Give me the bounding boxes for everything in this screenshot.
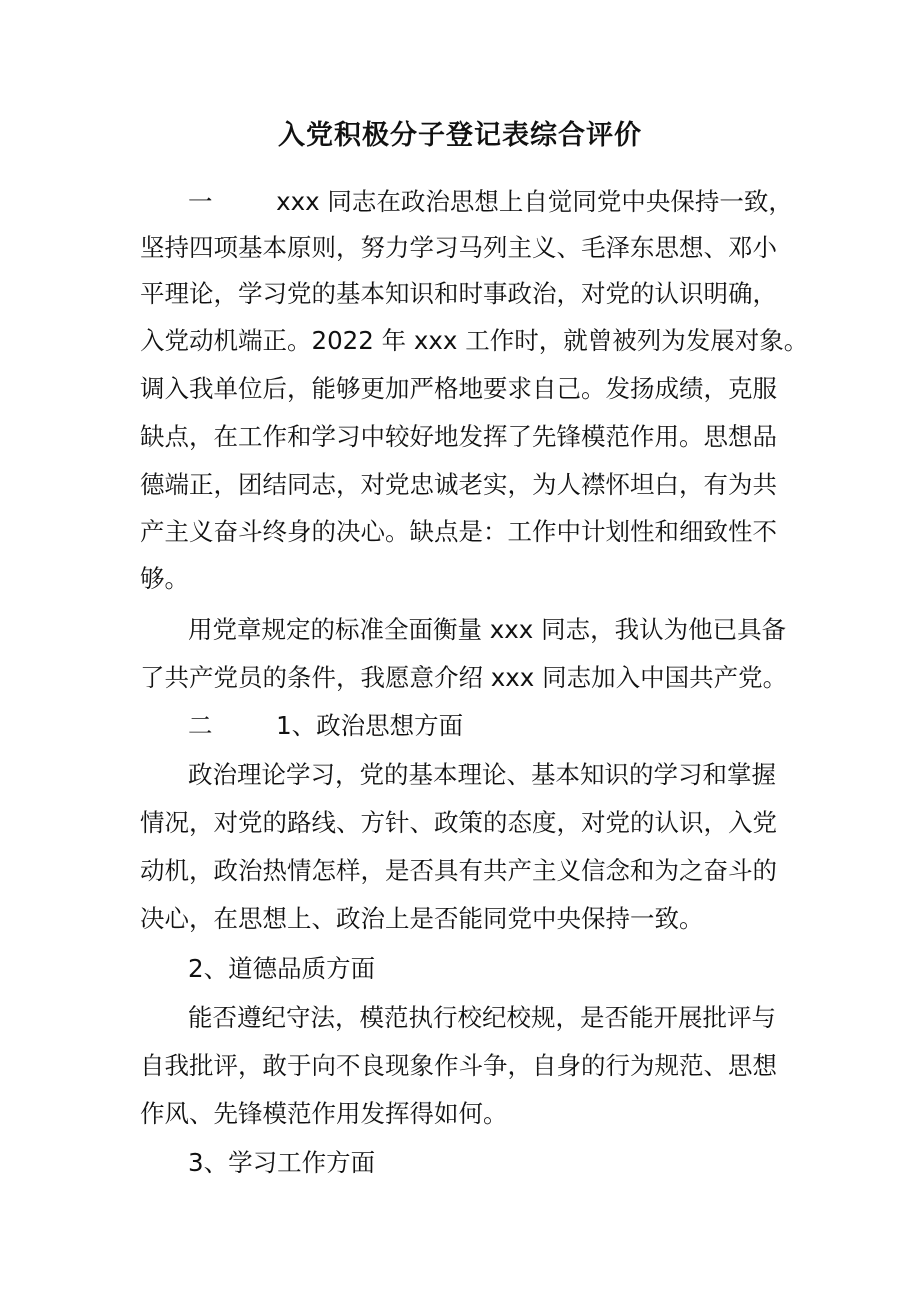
paragraph-line: 动机，政治热情怎样，是否具有共产主义信念和为之奋斗的 (140, 856, 777, 885)
subheading: 1、政治思想方面 (276, 711, 464, 740)
paragraph-line: 情况，对党的路线、方针、政策的态度，对党的认识，入党 (140, 808, 777, 837)
paragraph-line: 够。 (140, 564, 189, 593)
paragraph-line: 坚持四项基本原则，努力学习马列主义、毛泽东思想、邓小 (140, 233, 777, 262)
document-title: 入党积极分子登记表综合评价 (278, 120, 642, 151)
paragraph-line: 产主义奋斗终身的决心。缺点是：工作中计划性和细致性不 (140, 517, 777, 546)
paragraph-line: 平理论，学习党的基本知识和时事政治，对党的认识明确， (140, 279, 777, 308)
paragraph-line: 入党动机端正。2022 年 xxx 工作时，就曾被列为发展对象。 (140, 326, 809, 355)
paragraph-line: 作风、先锋模范作用发挥得如何。 (140, 1099, 508, 1128)
paragraph-line: 用党章规定的标准全面衡量 xxx 同志，我认为他已具备 (188, 615, 787, 644)
paragraph-line: 政治理论学习，党的基本理论、基本知识的学习和掌握 (188, 760, 776, 789)
paragraph-line: 缺点，在工作和学习中较好地发挥了先锋模范作用。思想品 (140, 422, 777, 451)
paragraph-line: 德端正，团结同志，对党忠诚老实，为人襟怀坦白，有为共 (140, 470, 777, 499)
paragraph-line: xxx 同志在政治思想上自觉同党中央保持一致， (276, 187, 793, 216)
paragraph-line: 调入我单位后，能够更加严格地要求自己。发扬成绩，克服 (140, 374, 777, 403)
paragraph-line: 决心，在思想上、政治上是否能同党中央保持一致。 (140, 904, 704, 933)
section-two-row (188, 708, 463, 744)
paragraph-line: 能否遵纪守法，模范执行校纪校规，是否能开展批评与 (188, 1003, 776, 1032)
section-number-two: 二 (188, 711, 213, 740)
subheading: 2、道德品质方面 (188, 954, 376, 983)
section-one-row (188, 184, 793, 220)
section-number-one: 一 (188, 187, 213, 216)
paragraph-line: 了共产党员的条件，我愿意介绍 xxx 同志加入中国共产党。 (140, 663, 788, 692)
paragraph-line: 自我批评，敢于向不良现象作斗争，自身的行为规范、思想 (140, 1051, 777, 1080)
subheading: 3、学习工作方面 (188, 1148, 376, 1177)
